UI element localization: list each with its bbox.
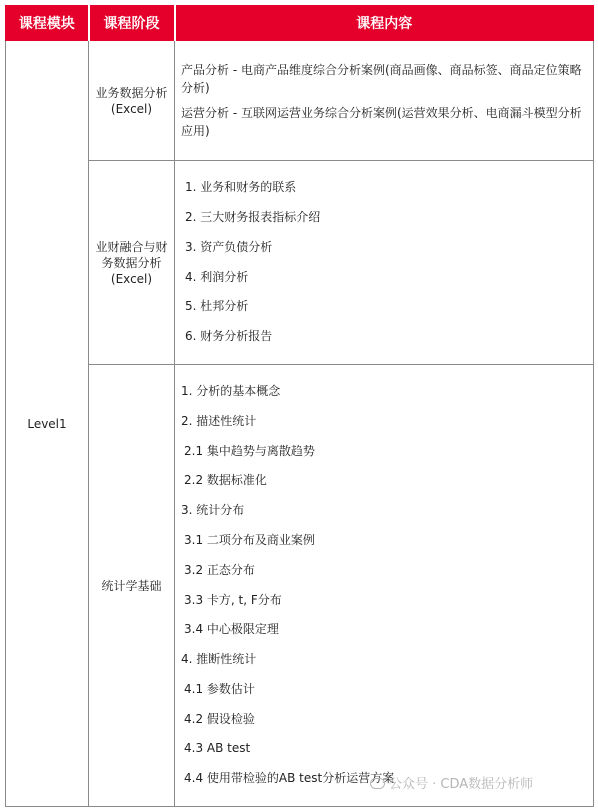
table-row [6, 365, 594, 807]
wechat-icon [370, 778, 385, 789]
course-table [5, 5, 594, 807]
stage-name: 业务数据分析 (Excel) [95, 85, 168, 116]
watermark [370, 773, 533, 792]
module-cell: Level1 [6, 41, 89, 807]
list-item: 3.1 二项分布及商业案例 [184, 532, 315, 547]
watermark-text: 公众号 · CDA数据分析师 [389, 777, 534, 792]
list-item: 3.3 卡方, t, F分布 [184, 592, 282, 607]
list-item: 4. 利润分析 [185, 269, 249, 284]
content-list [181, 173, 587, 352]
list-item: 4.1 参数估计 [184, 681, 255, 696]
content-item: 运营分析 - 互联网运营业务综合分析案例(运营效果分析、电商漏斗模型分析应用) [181, 106, 582, 138]
list-item: 2.1 集中趋势与离散趋势 [184, 443, 315, 458]
content-cell-finance-analysis [175, 161, 594, 365]
list-item: 3.4 中心极限定理 [184, 622, 279, 637]
list-item: 4.2 假设检验 [184, 711, 255, 726]
list-item: 1. 业务和财务的联系 [185, 180, 297, 195]
list-item: 3. 资产负债分析 [185, 239, 273, 254]
list-item: 1. 分析的基本概念 [181, 383, 281, 398]
content-cell-business-analysis [175, 41, 594, 161]
list-item: 4. 推断性统计 [181, 652, 257, 667]
list-item: 3.2 正态分布 [184, 562, 255, 577]
content-list [181, 377, 587, 794]
stage-name: 业财融合与财务数据分析 (Excel) [95, 239, 168, 286]
list-item: 2.2 数据标准化 [184, 473, 267, 488]
header-course-module: 课程模块 [6, 6, 89, 41]
list-item: 2. 描述性统计 [181, 413, 257, 428]
stage-cell-business-analysis [89, 41, 175, 161]
header-course-content: 课程内容 [175, 6, 594, 41]
list-item: 4.3 AB test [184, 741, 251, 756]
content-cell-statistics [175, 365, 594, 807]
stage-name: 统计学基础 [101, 578, 162, 593]
stage-cell-finance-analysis [89, 161, 175, 365]
content-item: 产品分析 - 电商产品维度综合分析案例(商品画像、商品标签、商品定位策略分析) [181, 63, 582, 95]
list-item: 6. 财务分析报告 [185, 329, 273, 344]
list-item: 3. 统计分布 [181, 503, 245, 518]
stage-cell-statistics [89, 365, 175, 807]
table-header-row [6, 6, 594, 41]
list-item: 4.4 使用带检验的AB test分析运营方案 [184, 771, 395, 786]
table-row [6, 161, 594, 365]
list-item: 5. 杜邦分析 [185, 299, 249, 314]
header-course-stage: 课程阶段 [89, 6, 175, 41]
list-item: 2. 三大财务报表指标介绍 [185, 209, 321, 224]
table-row [6, 41, 594, 161]
